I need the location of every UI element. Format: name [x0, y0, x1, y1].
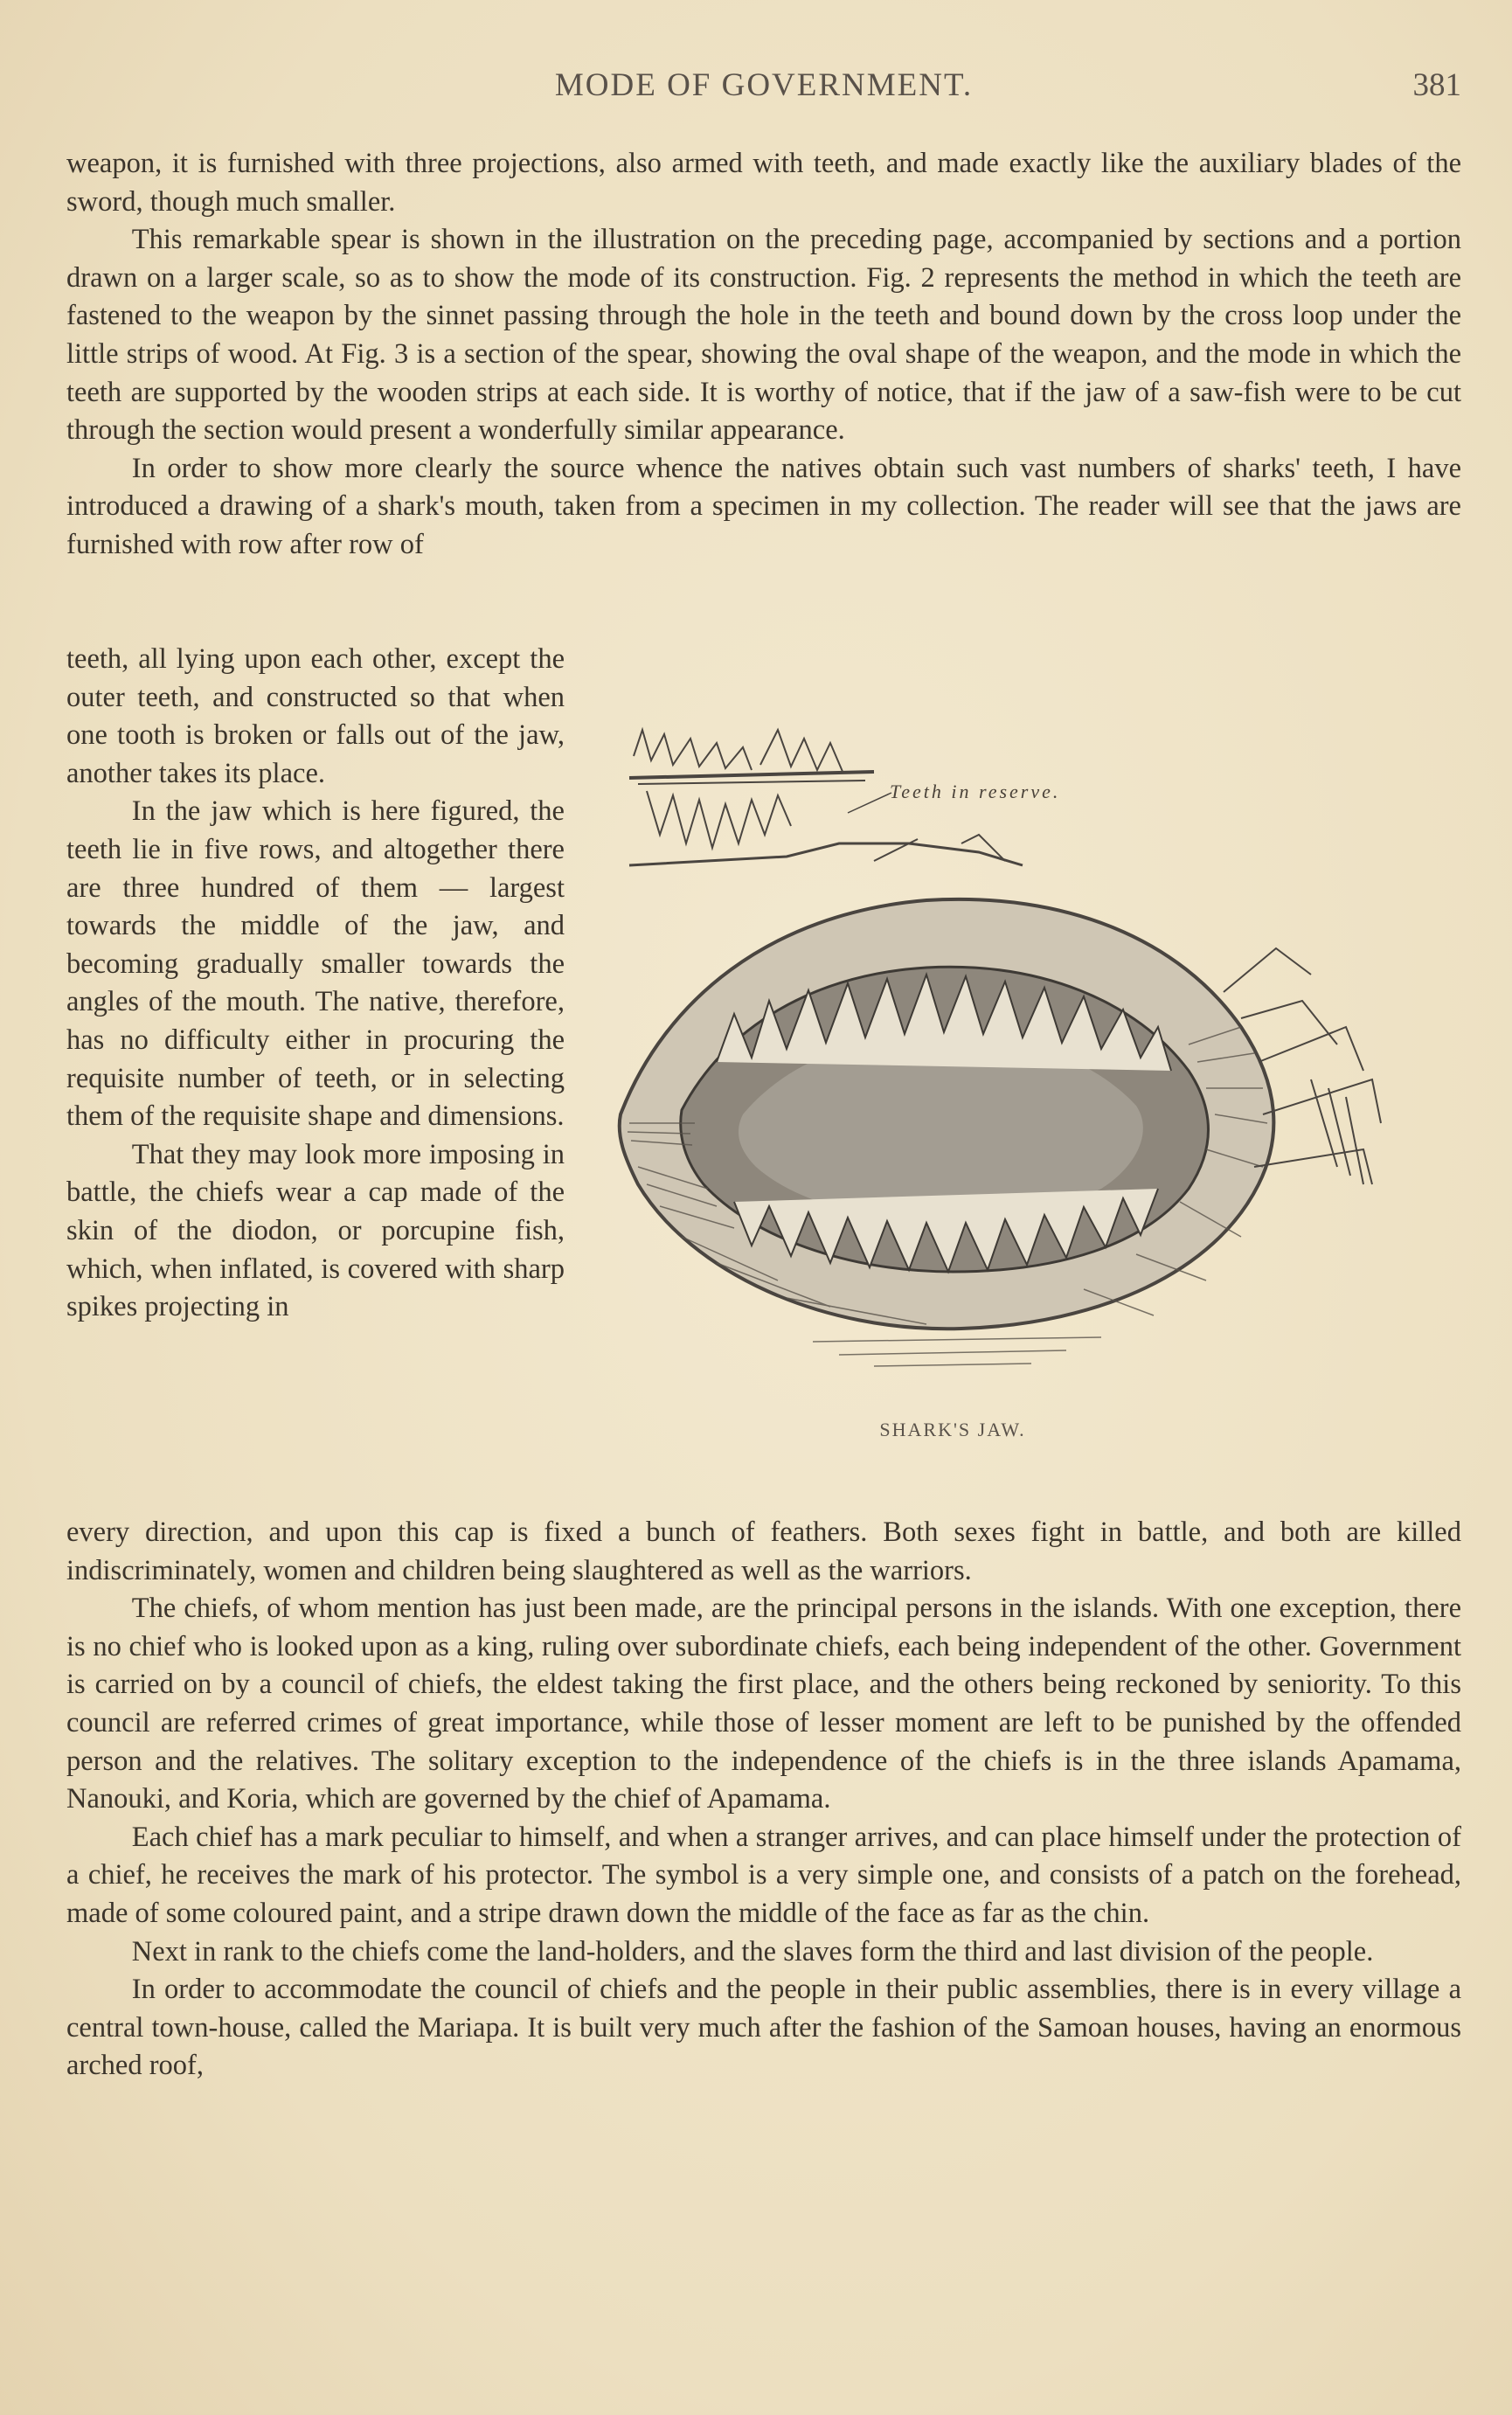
paragraph: In order to accommodate the council of chiefs and the people in their public assemblies, there is in every village a central town-house, called the Mariapa. It is built very much after the fashion of the Samoan houses, having an enormous arched roof, [66, 1974, 1461, 2082]
paragraph: The chiefs, of whom mention has just been made, are the principal persons in the islands. With one exception, there is no chief who is looked upon as a king, ruling over subordinate chiefs, each being independent of the other. Government is carried on by a council of chiefs, the eldest taking the first place, and the others being reckoned by seniority. To this council are referred crimes of great importance, while those of lesser moment are left to be punished by the offended person and the relatives. The solitary exception to the independence of the chiefs is in the three islands Apamama, Nanouki, and Koria, which are governed by the chief of Apamama. [66, 1593, 1461, 1815]
paragraph: In order to show more clearly the source whence the natives obtain such vast numbers of sharks' teeth, I have introduced a drawing of a shark's mouth, taken from a specimen in my collection. The reader will see that the jaws are furnished with row after row of [66, 452, 1461, 560]
paragraph: In the jaw which is here figured, the teeth lie in five rows, and altogether there are three hundred of them — largest towards the middle of the jaw, and becoming gradually smaller towards the angles of the mouth. The native, therefore, has no difficulty either in procuring the requisite number of teeth, or in selecting them of the requisite shape and dimensions. [66, 795, 565, 1133]
shark-jaw-figure [612, 712, 1460, 1447]
page-header [66, 66, 1461, 110]
running-title: MODE OF GOVERNMENT. [554, 67, 974, 103]
shark-jaw-engraving-icon [612, 712, 1460, 1412]
teeth-in-reserve-label: Teeth in reserve. [890, 781, 1061, 802]
top-text-block [66, 145, 1461, 565]
figure-caption: SHARK'S JAW. [879, 1419, 1026, 1440]
paragraph: That they may look more imposing in battle, the chiefs wear a cap made of the skin of the diodon, or porcupine fish, which, when inflated, is covered with sharp spikes projecting in [66, 1138, 565, 1323]
paragraph: weapon, it is furnished with three projections, also armed with teeth, and made exactly like the auxiliary blades of the sword, though much smaller. [66, 148, 1461, 218]
paragraph: Each chief has a mark peculiar to himself, and when a stranger arrives, and can place himself under the protection of a chief, he receives the mark of his protector. The symbol is a very simple one, and consists of a patch on the forehead, made of some coloured paint, and a stripe drawn down the middle of the face as far as the chin. [66, 1821, 1461, 1929]
bottom-text-block [66, 1514, 1461, 2085]
paragraph: This remarkable spear is shown in the illustration on the preceding page, accompanied by sections and a portion drawn on a larger scale, so as to show the mode of its construction. Fig. 2 represents the method in which the teeth are fastened to the weapon by the sinnet passing through the hole in the teeth and bound down by the cross loop under the little strips of wood. At Fig. 3 is a section of the spear, showing the oval shape of the weapon, and the mode in which the teeth are supported by the wooden strips at each side. It is worthy of notice, that if the jaw of a saw-fish were to be cut through the section would present a wonderfully similar appearance. [66, 224, 1461, 447]
left-column-text [66, 641, 565, 1327]
paragraph: Next in rank to the chiefs come the land-holders, and the slaves form the third and last division of the people. [131, 1935, 1374, 1967]
page-number: 381 [1412, 67, 1461, 103]
paragraph: teeth, all lying upon each other, except the outer teeth, and constructed so that when one tooth is broken or falls out of the jaw, another takes its place. [66, 643, 565, 789]
paragraph: every direction, and upon this cap is fixed a bunch of feathers. Both sexes fight in battle, and both are killed indiscriminately, women and children being slaughtered as well as the warriors. [66, 1516, 1461, 1586]
